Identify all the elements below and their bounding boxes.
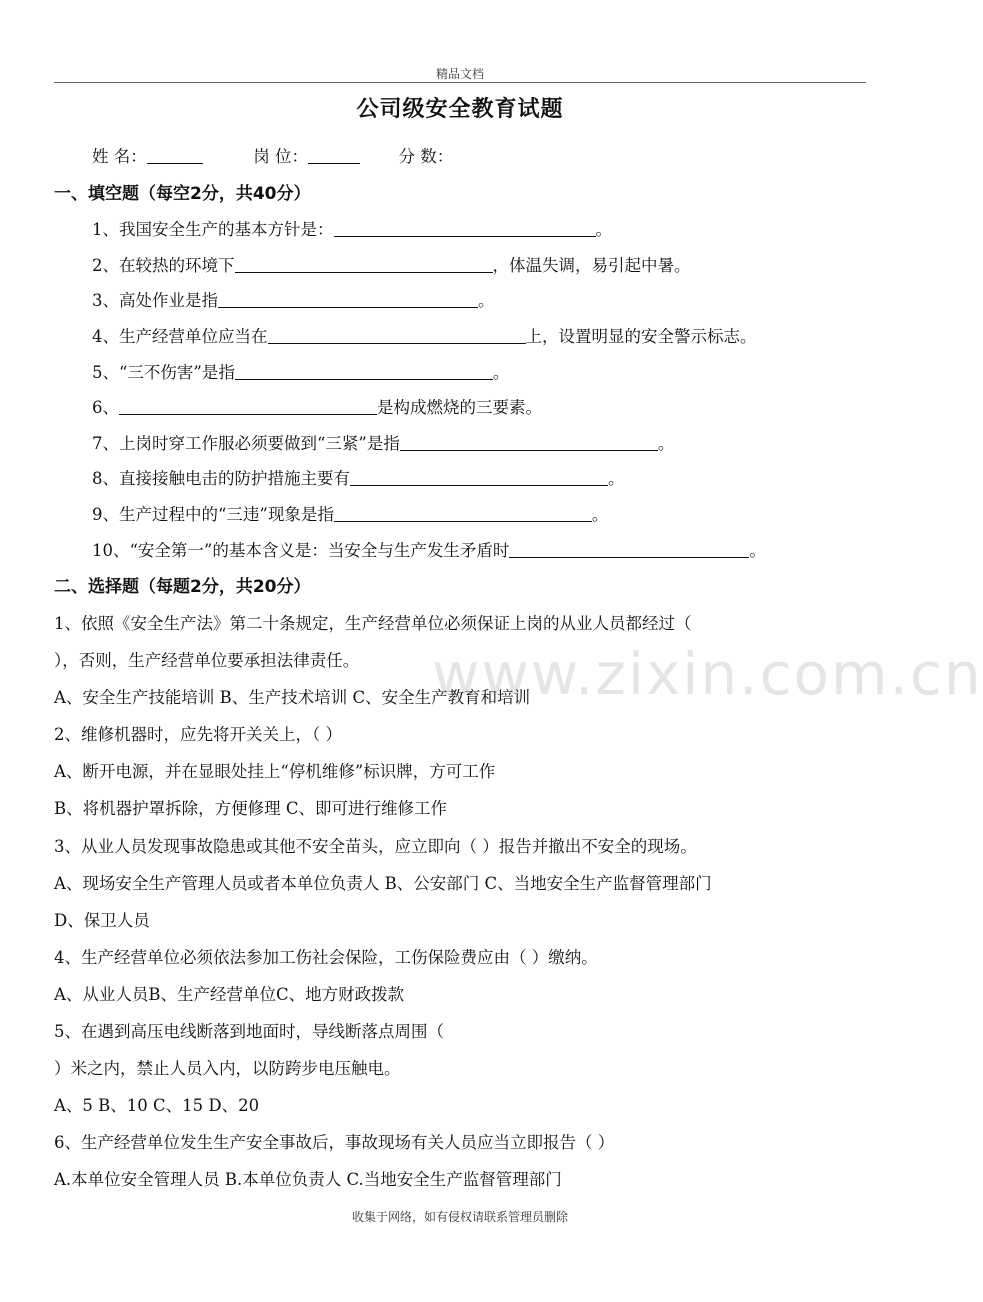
fill-question-2: 2、在较热的环境下 ，体温失调，易引起中暑。 [92,256,691,275]
choice-line: ）米之内，禁止人员入内，以防跨步电压触电。 [54,1059,401,1078]
choice-line: D、保卫人员 [54,911,150,930]
answer-blank [218,291,478,308]
fill-question-6: 6、 是构成燃烧的三要素。 [92,398,542,417]
choice-line: 6、生产经营单位发生生产安全事故后，事故现场有关人员应当立即报告（ ） [54,1133,615,1152]
fill-question-4: 4、生产经营单位应当在 上，设置明显的安全警示标志。 [92,327,757,346]
choice-line: 1、依照《安全生产法》第二十条规定，生产经营单位必须保证上岗的从业人员都经过（ [54,614,692,633]
fill-question-1: 1、我国安全生产的基本方针是： 。 [92,220,612,239]
choice-line: 4、生产经营单位必须依法参加工伤社会保险，工伤保险费应由（ ）缴纳。 [54,948,598,967]
answer-blank [119,398,377,415]
post-field [308,147,360,164]
watermark: www.zixin.com.cn [432,640,983,708]
name-field [147,147,203,164]
choice-line: 5、在遇到高压电线断落到地面时，导线断落点周围（ [54,1022,444,1041]
fill-question-3: 3、高处作业是指 。 [92,291,495,310]
choice-line: A、断开电源，并在显眼处挂上“停机维修”标识牌，方可工作 [54,762,496,781]
fill-question-9: 9、生产过程中的“三违”现象是指 。 [92,505,609,524]
choice-line: A、5 B、10 C、15 D、20 [54,1096,260,1115]
answer-blank [334,220,596,237]
name-label: 姓 名： [92,147,147,166]
choice-line: 3、从业人员发现事故隐患或其他不安全苗头，应立即向（ ）报告并撤出不安全的现场。 [54,837,697,856]
choice-line: 2、维修机器时，应先将开关关上，（ ） [54,725,342,744]
document-title: 公司级安全教育试题 [356,97,564,122]
header-divider [54,82,866,83]
answer-blank [400,434,658,451]
fill-question-10: 10、“安全第一”的基本含义是：当安全与生产发生矛盾时 。 [92,541,766,560]
answer-blank [268,327,526,344]
page-footer: 收集于网络，如有侵权请联系管理员删除 [351,1210,568,1224]
choice-line: A、从业人员B、生产经营单位C、地方财政拨款 [54,985,405,1004]
score-label: 分 数： [398,147,454,166]
choice-line: A.本单位安全管理人员 B.本单位负责人 C.当地安全生产监督管理部门 [54,1170,562,1189]
choice-line: A、现场安全生产管理人员或者本单位负责人 B、公安部门 C、当地安全生产监督管理部门 [54,874,712,893]
choice-line: ），否则，生产经营单位要承担法律责任。 [54,651,360,670]
post-label: 岗 位： [253,147,308,166]
answer-blank [350,469,608,486]
section2-heading: 二、选择题（每题2分，共20分） [54,577,311,597]
page-header: 精品文档 [435,67,484,81]
answer-blank [334,505,592,522]
choice-line: A、安全生产技能培训 B、生产技术培训 C、安全生产教育和培训 [54,688,531,707]
fill-question-7: 7、上岗时穿工作服必须要做到“三紧”是指 。 [92,434,675,453]
answer-blank [235,256,493,273]
fill-question-8: 8、直接接触电击的防护措施主要有 。 [92,469,625,488]
answer-blank [235,363,493,380]
answer-blank [509,541,749,558]
choice-line: B、将机器护罩拆除，方便修理 C、即可进行维修工作 [54,799,447,818]
info-row [92,146,453,168]
fill-question-5: 5、“三不伤害”是指 。 [92,363,510,382]
section1-heading: 一、填空题（每空2分，共40分） [54,184,311,204]
